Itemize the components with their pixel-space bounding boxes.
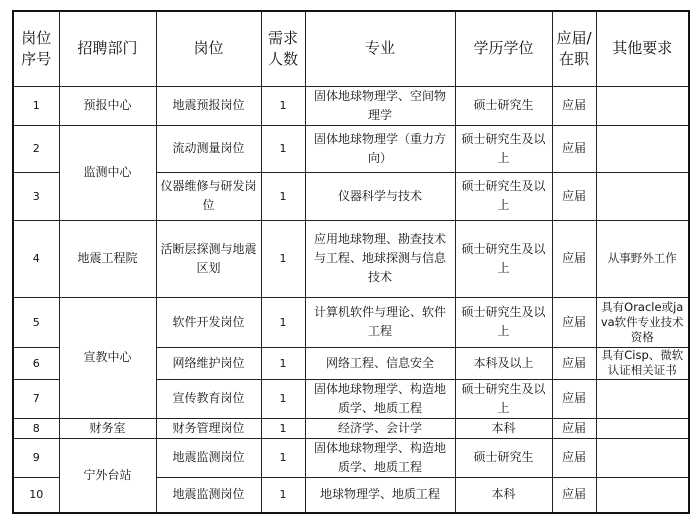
cell-seq: 6	[13, 347, 59, 379]
cell-other: 从事野外工作	[596, 220, 689, 297]
cell-position: 仪器维修与研发岗位	[156, 172, 261, 220]
cell-position: 地震监测岗位	[156, 438, 261, 477]
cell-major: 网络工程、信息安全	[305, 347, 455, 379]
cell-major: 固体地球物理学、构造地质学、地质工程	[305, 379, 455, 418]
cell-count: 1	[261, 347, 305, 379]
header-degree: 学历学位	[455, 11, 552, 86]
header-major: 专业	[305, 11, 455, 86]
cell-dept: 宁外台站	[59, 438, 156, 513]
cell-other: 具有Cisp、微软认证相关证书	[596, 347, 689, 379]
table-row	[13, 418, 689, 438]
table-row	[13, 125, 689, 172]
cell-major: 应用地球物理、勘查技术与工程、地球探测与信息技术	[305, 220, 455, 297]
cell-position: 活断层探测与地震区划	[156, 220, 261, 297]
cell-degree: 硕士研究生	[455, 438, 552, 477]
cell-other	[596, 125, 689, 172]
cell-count: 1	[261, 477, 305, 513]
cell-degree: 本科及以上	[455, 347, 552, 379]
cell-other	[596, 438, 689, 477]
cell-seq: 3	[13, 172, 59, 220]
cell-status: 应届	[552, 125, 596, 172]
cell-count: 1	[261, 220, 305, 297]
cell-degree: 硕士研究生	[455, 86, 552, 125]
cell-status: 应届	[552, 220, 596, 297]
cell-count: 1	[261, 297, 305, 347]
cell-degree: 硕士研究生及以上	[455, 297, 552, 347]
cell-degree: 硕士研究生及以上	[455, 125, 552, 172]
cell-status: 应届	[552, 347, 596, 379]
cell-status: 应届	[552, 477, 596, 513]
cell-other: 具有Oracle或java软件专业技术资格	[596, 297, 689, 347]
cell-position: 软件开发岗位	[156, 297, 261, 347]
cell-status: 应届	[552, 379, 596, 418]
cell-status: 应届	[552, 86, 596, 125]
cell-dept: 地震工程院	[59, 220, 156, 297]
cell-status: 应届	[552, 297, 596, 347]
cell-dept: 监测中心	[59, 125, 156, 220]
cell-dept: 预报中心	[59, 86, 156, 125]
cell-status: 应届	[552, 438, 596, 477]
cell-major: 地球物理学、地质工程	[305, 477, 455, 513]
cell-position: 地震预报岗位	[156, 86, 261, 125]
header-status: 应届/在职	[552, 11, 596, 86]
header-dept: 招聘部门	[59, 11, 156, 86]
cell-major: 计算机软件与理论、软件工程	[305, 297, 455, 347]
header-count: 需求人数	[261, 11, 305, 86]
table-row	[13, 438, 689, 477]
cell-other	[596, 172, 689, 220]
cell-major: 仪器科学与技术	[305, 172, 455, 220]
table-row	[13, 86, 689, 125]
cell-seq: 10	[13, 477, 59, 513]
cell-position: 地震监测岗位	[156, 477, 261, 513]
cell-degree: 硕士研究生及以上	[455, 379, 552, 418]
cell-count: 1	[261, 418, 305, 438]
cell-count: 1	[261, 438, 305, 477]
cell-other	[596, 86, 689, 125]
cell-major: 固体地球物理学、构造地质学、地质工程	[305, 438, 455, 477]
cell-seq: 5	[13, 297, 59, 347]
cell-position: 财务管理岗位	[156, 418, 261, 438]
cell-dept: 财务室	[59, 418, 156, 438]
cell-status: 应届	[552, 418, 596, 438]
cell-major: 固体地球物理学（重力方向）	[305, 125, 455, 172]
header-seq: 岗位序号	[13, 11, 59, 86]
cell-position: 宣传教育岗位	[156, 379, 261, 418]
cell-seq: 9	[13, 438, 59, 477]
cell-degree: 硕士研究生及以上	[455, 172, 552, 220]
cell-seq: 2	[13, 125, 59, 172]
cell-other	[596, 379, 689, 418]
header-other: 其他要求	[596, 11, 689, 86]
table-row	[13, 297, 689, 347]
cell-count: 1	[261, 125, 305, 172]
cell-degree: 硕士研究生及以上	[455, 220, 552, 297]
cell-major: 固体地球物理学、空间物理学	[305, 86, 455, 125]
cell-degree: 本科	[455, 477, 552, 513]
header-position: 岗位	[156, 11, 261, 86]
cell-other	[596, 477, 689, 513]
cell-count: 1	[261, 172, 305, 220]
cell-seq: 1	[13, 86, 59, 125]
cell-seq: 7	[13, 379, 59, 418]
header-row	[13, 11, 689, 86]
cell-count: 1	[261, 86, 305, 125]
cell-position: 流动测量岗位	[156, 125, 261, 172]
table-row	[13, 220, 689, 297]
cell-dept: 宣教中心	[59, 297, 156, 418]
cell-degree: 本科	[455, 418, 552, 438]
cell-seq: 8	[13, 418, 59, 438]
cell-seq: 4	[13, 220, 59, 297]
cell-status: 应届	[552, 172, 596, 220]
cell-position: 网络维护岗位	[156, 347, 261, 379]
cell-major: 经济学、会计学	[305, 418, 455, 438]
cell-other	[596, 418, 689, 438]
recruitment-table	[12, 10, 690, 514]
cell-count: 1	[261, 379, 305, 418]
